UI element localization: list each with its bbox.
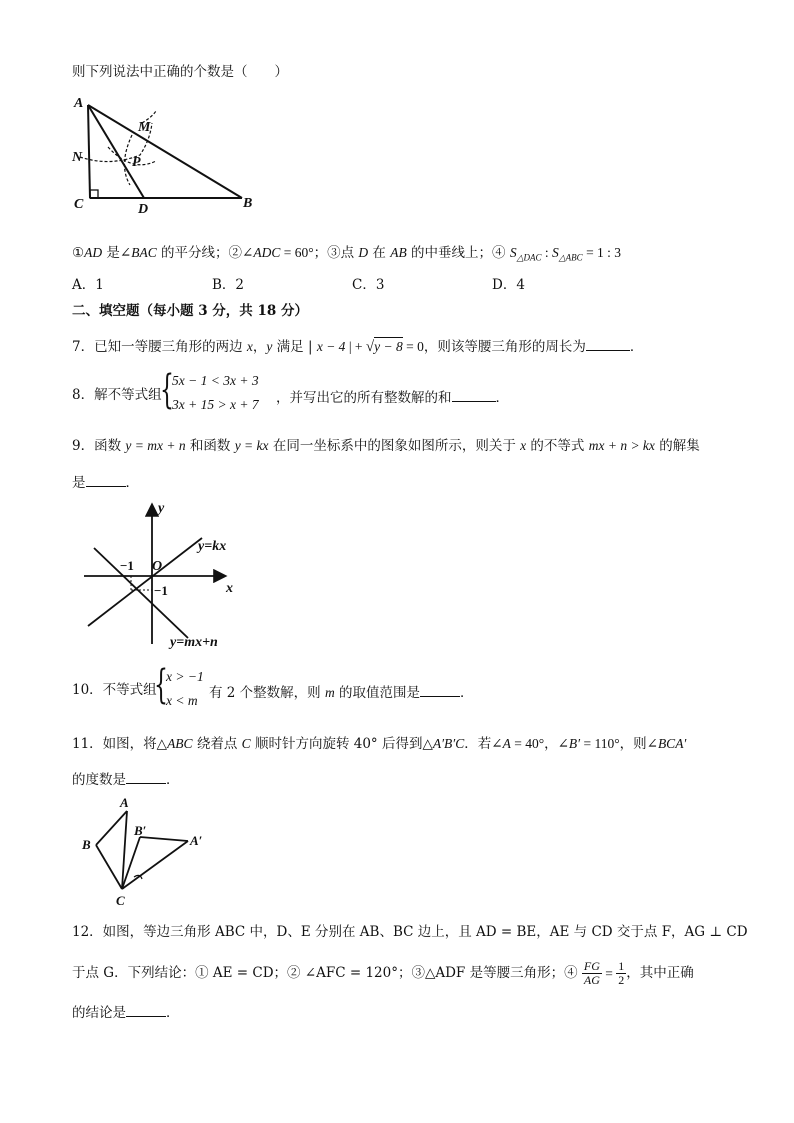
q6-side-ab — [88, 105, 242, 198]
q6-label-c: C — [74, 197, 84, 212]
q11-bc — [96, 845, 122, 889]
q9-label-kx: y=kx — [198, 539, 227, 554]
q6-option-c: C．3 — [352, 277, 385, 293]
q11-label-a2: A′ — [190, 833, 203, 848]
q11-label-a: A — [120, 795, 129, 810]
q11-line2: 的度数是 ． — [72, 772, 180, 788]
q6-statements: ①AD 是∠BAC 的平分线；②∠ADC = 60°；③点 D 在 AB 的中垂线上；④ $S_{\triangle DAC}$ : $S_{\triangle ABC} = 1$ : 3 — [72, 245, 622, 263]
q6-label-p: P — [132, 155, 141, 170]
q11-b2a2 — [140, 837, 188, 841]
q9-label-neg1y: −1 — [154, 583, 168, 598]
q6-right-angle — [90, 190, 98, 198]
q9-label-mxn: y=mx+n — [170, 635, 218, 650]
q8-line1: 5x − 1 < 3x + 3 — [172, 373, 259, 388]
q11-label-b2: B′ — [134, 823, 147, 838]
q9-line-kx — [88, 538, 202, 626]
q6-figure — [70, 95, 270, 215]
q6-label-m: M — [138, 120, 151, 135]
q8-answer-blank — [452, 389, 496, 402]
q9-answer-blank — [86, 474, 126, 487]
q10-line2: x < m — [166, 693, 198, 708]
q6-side-ac — [88, 105, 90, 198]
q6-label-n: N — [72, 150, 83, 165]
q8-line2: 3x + 15 > x + 7 — [172, 397, 259, 412]
q7-answer-blank — [586, 338, 630, 351]
q12-line2: 于点 G．下列结论：① AE = CD；② ∠AFC = 120°；③△ADF 是等腰三角形；④ $\frac{FG}{AG}$ = $\frac{1}{2}$ ，其中正确 — [72, 959, 694, 988]
q6-option-b: B．2 — [212, 277, 245, 293]
q8-post: ，并写出它的所有整数解的和 ． — [276, 390, 509, 406]
q11-label-c: C — [116, 893, 125, 908]
q6-option-d: D．4 — [492, 277, 525, 293]
q11-line1: 11．如图，将△ABC 绕着点 C 顺时针方向旋转 40° 后得到△A′B′C．若∠A = 40°，∠B′ = 110°，则∠BCA′ — [72, 736, 687, 752]
q10-line1: x > −1 — [166, 669, 204, 684]
q6-label-a: A — [74, 96, 84, 111]
q9-line2: 是 ． — [72, 475, 139, 491]
q9-line-mxn — [94, 548, 188, 638]
q12-line1: 12．如图，等边三角形 ABC 中，D、E 分别在 AB、BC 边上，且 AD = BE，AE 与 CD 交于点 F，AG ⊥ CD — [72, 924, 748, 940]
q12-line3: 的结论是 ． — [72, 1005, 180, 1021]
q6-option-a: A．1 — [72, 277, 104, 293]
q10-post: 有 2 个整数解，则 m 的取值范围是 ． — [209, 685, 474, 701]
q7: 7．已知一等腰三角形的两边 x，y 满足 | x − 4 | + √y − 8 = 0，则该等腰三角形的周长为 ． — [72, 339, 644, 355]
q9-label-x: x — [226, 581, 233, 596]
q11-label-b: B — [82, 837, 91, 852]
q6-bisector-ad — [88, 105, 144, 198]
q11-a2c — [122, 841, 188, 889]
q8-brace: { — [160, 367, 174, 413]
q9-label-o: O — [152, 559, 163, 574]
q10-brace: { — [154, 662, 168, 708]
q9-label-neg1x: −1 — [120, 558, 134, 573]
q12-answer-blank — [126, 1004, 166, 1017]
q6-label-d: D — [138, 202, 149, 217]
q11-ab — [96, 811, 127, 845]
q9-label-y: y — [158, 501, 165, 516]
q9-graph — [84, 498, 254, 648]
q6-stem: 则下列说法中正确的个数是（ ） — [72, 64, 288, 80]
q10-pre: 10．不等式组 — [72, 682, 157, 698]
q10-answer-blank — [420, 684, 460, 697]
q6-label-b: B — [243, 196, 253, 211]
q9-line1: 9．函数 y = mx + n 和函数 y = kx 在同一坐标系中的图象如图所示，则关于 x 的不等式 mx + n > kx 的解集 — [72, 438, 700, 454]
q11-answer-blank — [126, 771, 166, 784]
section-title: 二、填空题（每小题 3 分，共 18 分） — [72, 303, 308, 319]
q11-figure — [80, 795, 220, 910]
q8-pre: 8．解不等式组 — [72, 387, 162, 403]
